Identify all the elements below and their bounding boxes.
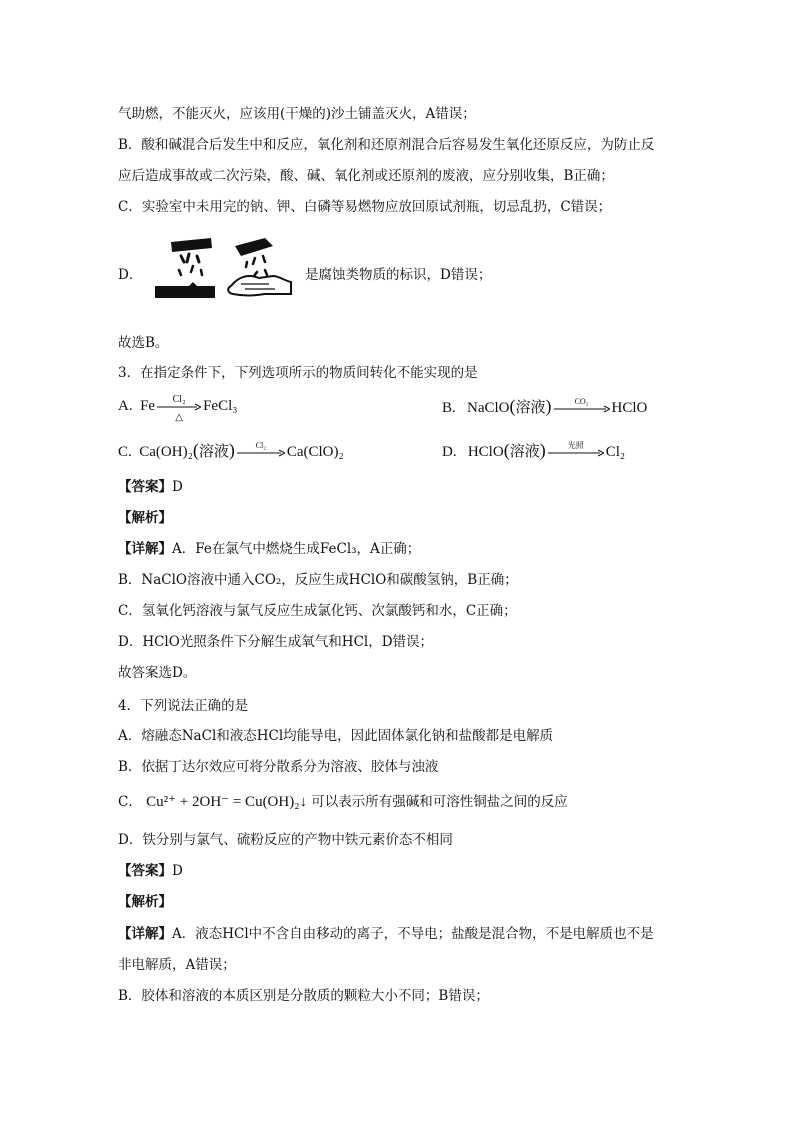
text-line: 应后造成事故或二次污染，酸、碱、氧化剂或还原剂的废液，应分别收集，B正确； [118, 168, 614, 184]
text-line: 气助燃，不能灭火，应该用(干燥的)沙土铺盖灭火，A错误； [118, 106, 476, 122]
q4-option-d: D．铁分别与氯气、硫粉反应的产物中铁元素价态不相同 [118, 832, 453, 848]
corrosive-hazard-icon [153, 236, 295, 302]
q4-detail-2: 非电解质，A错误； [118, 957, 236, 973]
conclusion: 故选B。 [118, 335, 169, 351]
q3-answer: 【答案】D [118, 479, 183, 495]
q3-option-d: D. HClO(溶液) 光照 Cl₂ [442, 440, 626, 460]
option-d-label: D． [118, 267, 143, 283]
q4-option-b: B．依据丁达尔效应可将分散系分为溶液、胶体与浊液 [118, 759, 439, 775]
q4-option-a: A．熔融态NaCl和液态HCl均能导电，因此固体氯化钠和盐酸都是电解质 [118, 728, 554, 744]
q4-detail-1: 【详解】A．液态HCl中不含自由移动的离子，不导电；盐酸是混合物，不是电解质也不是 [118, 926, 654, 942]
q3-detail-c: C．氢氧化钙溶液与氯气反应生成氯化钙、次氯酸钙和水，C正确； [118, 603, 517, 619]
text-line: C．实验室中未用完的钠、钾、白磷等易燃物应放回原试剂瓶，切忌乱扔，C错误； [118, 199, 612, 215]
text-line: B．酸和碱混合后发生中和反应，氧化剂和还原剂混合后容易发生氧化还原反应，为防止反 [118, 137, 655, 153]
q4-option-c: C． Cu²⁺ + 2OH⁻ = Cu(OH)₂↓ 可以表示所有强碱和可溶性铜盐之间的反应 [118, 794, 568, 810]
q4-detail-3: B．胶体和溶液的本质区别是分散质的颗粒大小不同；B错误； [118, 988, 489, 1004]
question-3-stem: 3．在指定条件下，下列选项所示的物质间转化不能实现的是 [118, 365, 478, 381]
q3-detail-b: B．NaClO溶液中通入CO₂，反应生成HClO和碳酸氢钠，B正确； [118, 572, 518, 588]
q3-analysis-tag: 【解析】 [118, 510, 172, 526]
q3-detail-d: D．HClO光照条件下分解生成氧气和HCl，D错误； [118, 634, 434, 650]
q3-option-b: B. NaClO(溶液) CO₂ HClO [442, 396, 648, 416]
q4-analysis-tag: 【解析】 [118, 894, 172, 910]
q3-option-a: A. Fe Cl₂ △ FeCl₃ [118, 393, 238, 423]
q3-conclusion: 故答案选D。 [118, 665, 197, 681]
q3-detail-a: 【详解】A．Fe在氯气中燃烧生成FeCl₃，A正确； [118, 541, 421, 557]
option-d-text: 是腐蚀类物质的标识，D错误； [305, 267, 492, 283]
q4-answer: 【答案】D [118, 863, 183, 879]
question-4-stem: 4．下列说法正确的是 [118, 698, 249, 714]
q3-option-c: C. Ca(OH)₂(溶液) Cl₂ Ca(ClO)₂ [118, 440, 344, 460]
